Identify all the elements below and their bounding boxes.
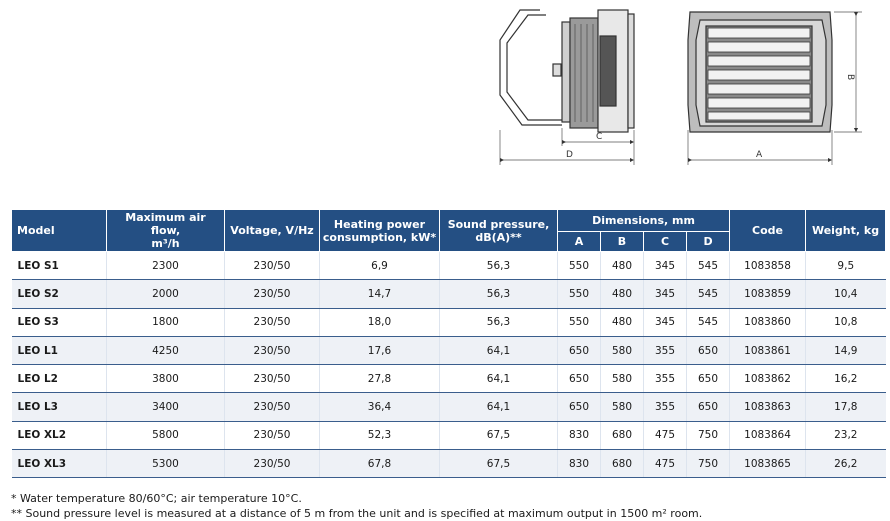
cell-code: 1083864 [730,421,806,449]
cell-model: LEO S1 [12,252,107,280]
cell-model: LEO L3 [12,393,107,421]
cell-dim-d: 750 [687,450,730,478]
cell-model: LEO XL3 [12,450,107,478]
cell-dim-c: 475 [644,421,687,449]
header-dim-d: D [687,232,730,252]
header-heating-label: Heating power [333,217,426,231]
dimension-label-b: B [845,74,855,81]
cell-dim-d: 750 [687,421,730,449]
cell-weight: 17,8 [806,393,886,421]
cell-code: 1083859 [730,280,806,308]
table-row [12,280,886,308]
cell-model: LEO XL2 [12,421,107,449]
header-heating [320,210,440,252]
cell-dim-b: 480 [601,252,644,280]
cell-dim-c: 345 [644,308,687,336]
cell-dim-b: 580 [601,336,644,364]
cell-sound-pressure: 56,3 [440,252,558,280]
header-code: Code [730,210,806,252]
cell-dim-b: 680 [601,421,644,449]
cell-dim-c: 355 [644,336,687,364]
cell-heating-power: 14,7 [320,280,440,308]
cell-voltage: 230/50 [225,336,320,364]
cell-dim-a: 550 [558,252,601,280]
cell-dim-a: 650 [558,336,601,364]
cell-heating-power: 27,8 [320,365,440,393]
cell-heating-power: 17,6 [320,336,440,364]
table-row [12,393,886,421]
cell-dim-b: 680 [601,450,644,478]
side-view-drawing [500,10,634,132]
cell-model: LEO S2 [12,280,107,308]
dimension-label-a: A [756,150,763,160]
cell-voltage: 230/50 [225,450,320,478]
header-dim-a: A [558,232,601,252]
cell-dim-b: 480 [601,280,644,308]
cell-code: 1083862 [730,365,806,393]
header-sound [440,210,558,252]
cell-airflow: 1800 [107,308,225,336]
header-voltage: Voltage, V/Hz [225,210,320,252]
cell-airflow: 3800 [107,365,225,393]
cell-dim-b: 580 [601,365,644,393]
header-sound-label: Sound pressure, [447,217,550,231]
header-airflow [107,210,225,252]
cell-code: 1083861 [730,336,806,364]
cell-airflow: 3400 [107,393,225,421]
cell-heating-power: 36,4 [320,393,440,421]
cell-sound-pressure: 64,1 [440,336,558,364]
cell-voltage: 230/50 [225,421,320,449]
cell-dim-c: 345 [644,280,687,308]
header-dimensions: Dimensions, mm [558,210,730,232]
table-row [12,252,886,280]
cell-weight: 26,2 [806,450,886,478]
footnote-water-temperature: * Water temperature 80/60°C; air temperature 10°C. [11,492,302,505]
cell-dim-d: 545 [687,252,730,280]
header-dim-c: C [644,232,687,252]
cell-dim-c: 345 [644,252,687,280]
cell-dim-c: 355 [644,393,687,421]
cell-weight: 10,4 [806,280,886,308]
specification-table [11,209,886,478]
cell-heating-power: 52,3 [320,421,440,449]
cell-dim-b: 480 [601,308,644,336]
cell-heating-power: 6,9 [320,252,440,280]
cell-sound-pressure: 64,1 [440,393,558,421]
cell-dim-a: 550 [558,280,601,308]
cell-code: 1083865 [730,450,806,478]
cell-weight: 9,5 [806,252,886,280]
cell-dim-c: 355 [644,365,687,393]
cell-model: LEO L2 [12,365,107,393]
cell-voltage: 230/50 [225,365,320,393]
cell-dim-d: 545 [687,308,730,336]
cell-code: 1083858 [730,252,806,280]
cell-dim-a: 830 [558,421,601,449]
cell-voltage: 230/50 [225,280,320,308]
table-row [12,308,886,336]
cell-dim-a: 830 [558,450,601,478]
footnotes [11,491,702,521]
cell-voltage: 230/50 [225,252,320,280]
cell-weight: 14,9 [806,336,886,364]
cell-model: LEO S3 [12,308,107,336]
header-airflow-unit: m³/h [151,237,180,250]
cell-weight: 10,8 [806,308,886,336]
cell-sound-pressure: 67,5 [440,450,558,478]
cell-weight: 23,2 [806,421,886,449]
table-row [12,450,886,478]
cell-voltage: 230/50 [225,308,320,336]
cell-code: 1083860 [730,308,806,336]
cell-sound-pressure: 56,3 [440,280,558,308]
cell-weight: 16,2 [806,365,886,393]
header-model: Model [12,210,107,252]
unit-drawings [0,0,890,200]
cell-heating-power: 18,0 [320,308,440,336]
cell-dim-d: 650 [687,365,730,393]
cell-dim-d: 650 [687,393,730,421]
dimension-label-d: D [566,150,573,160]
cell-dim-a: 650 [558,365,601,393]
cell-airflow: 4250 [107,336,225,364]
cell-airflow: 5300 [107,450,225,478]
specification-table-body [12,252,886,478]
cell-dim-d: 650 [687,336,730,364]
dimension-label-c: C [596,132,603,142]
header-weight: Weight, kg [806,210,886,252]
front-view-drawing [688,12,832,132]
cell-airflow: 5800 [107,421,225,449]
header-sound-label-2: dB(A)** [475,230,522,244]
cell-dim-b: 580 [601,393,644,421]
cell-dim-a: 650 [558,393,601,421]
cell-voltage: 230/50 [225,393,320,421]
cell-code: 1083863 [730,393,806,421]
cell-sound-pressure: 67,5 [440,421,558,449]
footnote-sound-pressure: ** Sound pressure level is measured at a distance of 5 m from the unit and is specified at maximum output in 1500 m² room. [11,507,703,520]
header-heating-label-2: consumption, kW* [322,230,437,244]
cell-airflow: 2000 [107,280,225,308]
cell-dim-c: 475 [644,450,687,478]
cell-sound-pressure: 56,3 [440,308,558,336]
table-row [12,336,886,364]
cell-dim-d: 545 [687,280,730,308]
table-row [12,365,886,393]
cell-heating-power: 67,8 [320,450,440,478]
table-row [12,421,886,449]
header-airflow-label: Maximum air flow, [125,211,206,237]
cell-airflow: 2300 [107,252,225,280]
cell-sound-pressure: 64,1 [440,365,558,393]
cell-model: LEO L1 [12,336,107,364]
cell-dim-a: 550 [558,308,601,336]
header-dim-b: B [601,232,644,252]
